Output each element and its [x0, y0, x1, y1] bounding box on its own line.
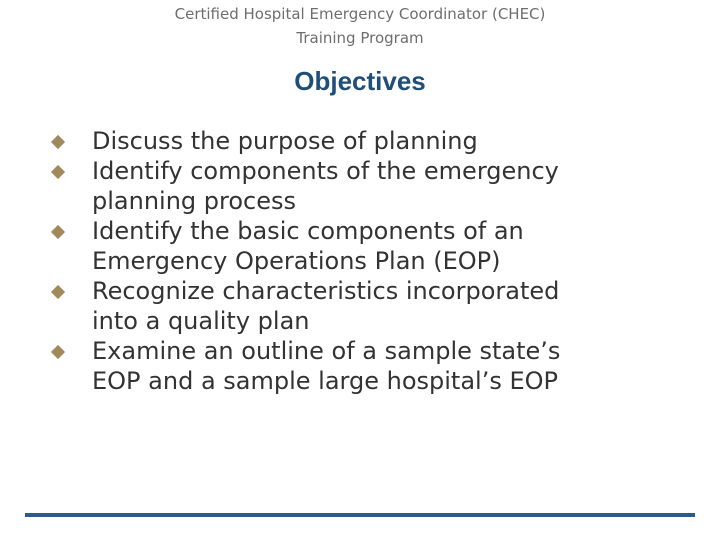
objective-text-line: Identify components of the emergency — [92, 157, 559, 185]
diamond-bullet-icon — [51, 225, 65, 239]
course-header — [0, 2, 720, 50]
objective-text-line: Examine an outline of a sample state’s — [92, 337, 561, 365]
objective-item — [50, 336, 700, 396]
objective-text-line: Emergency Operations Plan (EOP) — [92, 247, 501, 275]
objective-text-line: Identify the basic components of an — [92, 217, 524, 245]
objective-text-line: into a quality plan — [92, 307, 310, 335]
objective-item — [50, 126, 700, 156]
course-subtitle: Training Program — [296, 29, 424, 47]
diamond-bullet-icon — [51, 165, 65, 179]
objective-item — [50, 216, 700, 276]
slide-title: Objectives — [294, 66, 426, 96]
objective-text-line: Discuss the purpose of planning — [92, 127, 478, 155]
objective-text-line: planning process — [92, 187, 296, 215]
objective-item — [50, 156, 700, 216]
diamond-bullet-icon — [51, 135, 65, 149]
objective-text-line: Recognize characteristics incorporated — [92, 277, 560, 305]
diamond-bullet-icon — [51, 285, 65, 299]
objective-item — [50, 276, 700, 336]
course-title: Certified Hospital Emergency Coordinator (CHEC) — [174, 5, 546, 23]
objectives-list — [50, 126, 700, 396]
footer-divider — [25, 513, 695, 517]
objective-text-line: EOP and a sample large hospital’s EOP — [92, 367, 558, 395]
diamond-bullet-icon — [51, 345, 65, 359]
